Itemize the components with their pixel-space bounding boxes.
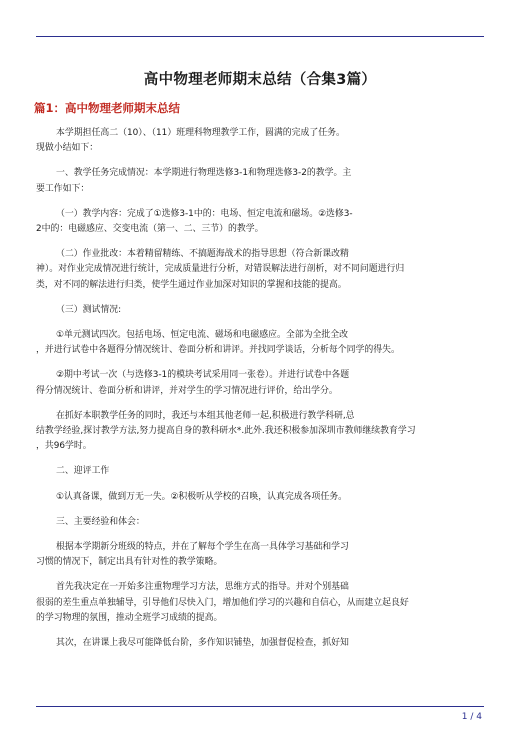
paragraph-line: ，并进行试卷中各题得分情况统计、卷面分析和讲评。并找同学谈话，分析每个同学的得失。 bbox=[36, 345, 400, 356]
paragraph bbox=[36, 409, 480, 455]
paragraph-line: 结教学经验,探讨教学方法,努力提高自身的教科研水*.此外.我还积极参加深圳市教师继续教育学习 bbox=[36, 426, 416, 437]
paragraph bbox=[36, 126, 480, 156]
paragraph-line: （三）测试情况: bbox=[56, 304, 122, 315]
paragraph bbox=[36, 464, 480, 479]
page-indicator: 1 / 4 bbox=[461, 712, 482, 722]
paragraph-line: 三、主要经验和体会： bbox=[56, 516, 145, 527]
paragraph-line: 现做小结如下： bbox=[36, 143, 99, 154]
document-body bbox=[36, 126, 480, 661]
paragraph-line: （二）作业批改：本着精留精练、不搞题海战术的指导思想（符合新课改精 bbox=[56, 249, 349, 260]
paragraph-line: 很弱的差生重点单独辅导，引导他们尽快入门，增加他们学习的兴趣和自信心，从而建立起良好 bbox=[36, 597, 409, 608]
document-title: 高中物理老师期末总结（合集3篇） bbox=[143, 72, 377, 88]
paragraph-line: ①单元测试四次。包括电场、恒定电流、磁场和电磁感应。全部为全批全改 bbox=[56, 330, 348, 341]
paragraph bbox=[36, 207, 480, 237]
paragraph bbox=[36, 515, 480, 530]
paragraph-line: 要工作如下： bbox=[36, 183, 90, 194]
paragraph-line: 习惯的情况下，制定出具有针对性的教学策略。 bbox=[36, 557, 223, 568]
paragraph-line: 二、迎评工作 bbox=[56, 466, 110, 477]
paragraph bbox=[36, 303, 480, 318]
footer-rule bbox=[36, 706, 484, 707]
paragraph-line: 根据本学期新分班级的特点，并在了解每个学生在高一具体学习基础和学习 bbox=[56, 542, 349, 553]
paragraph-line: 在抓好本职教学任务的同时，我还与本组其他老师一起,积极进行教学科研,总 bbox=[56, 410, 355, 421]
paragraph-line: 本学期担任高二（10）、（11）班理科物理教学工作，圆满的完成了任务。 bbox=[56, 128, 345, 138]
paragraph-line: ①认真备课，做到万无一失。②积极听从学校的召唤，认真完成各项任务。 bbox=[56, 491, 348, 502]
paragraph bbox=[36, 580, 480, 626]
paragraph bbox=[36, 540, 480, 570]
paragraph-line: 2中的：电磁感应、交变电流（第一、二、三节）的教学。 bbox=[36, 224, 264, 235]
paragraph bbox=[36, 247, 480, 293]
paragraph bbox=[36, 490, 480, 505]
paragraph-line: 其次，在讲课上我尽可能降低台阶，多作知识铺垫，加强督促检查，抓好知 bbox=[56, 638, 349, 649]
paragraph-line: 类，对不同的解法进行归类，使学生通过作业加深对知识的掌握和技能的提高。 bbox=[36, 279, 347, 290]
paragraph bbox=[36, 636, 480, 651]
paragraph-line: （一）教学内容：完成了①选修3-1中的：电场、恒定电流和磁场。②选修3- bbox=[56, 208, 353, 219]
paragraph-line: ②期中考试一次（与选修3-1的模块考试采用同一张卷）。并进行试卷中各题 bbox=[56, 370, 350, 381]
paragraph-line: 得分情况统计、卷面分析和讲评，并对学生的学习情况进行评价，给出学分。 bbox=[36, 385, 338, 396]
section-heading: 篇1：高中物理老师期末总结 bbox=[34, 101, 181, 115]
paragraph-line: 首先我决定在一开始多注重物理学习方法，思维方式的指导。并对个别基础 bbox=[56, 582, 349, 593]
paragraph-line: 神）。对作业完成情况进行统计，完成质量进行分析，对错误解法进行剖析，对不同问题进行归 bbox=[36, 264, 405, 275]
paragraph-line: 一、教学任务完成情况：本学期进行物理选修3-1和物理选修3-2的教学。主 bbox=[56, 168, 352, 179]
paragraph-line: ，共96学时。 bbox=[36, 441, 92, 452]
paragraph bbox=[36, 166, 480, 196]
paragraph bbox=[36, 368, 480, 398]
header-rule bbox=[36, 36, 484, 37]
paragraph-line: 的学习物理的氛围，推动全班学习成绩的提高。 bbox=[36, 612, 223, 623]
paragraph bbox=[36, 328, 480, 358]
